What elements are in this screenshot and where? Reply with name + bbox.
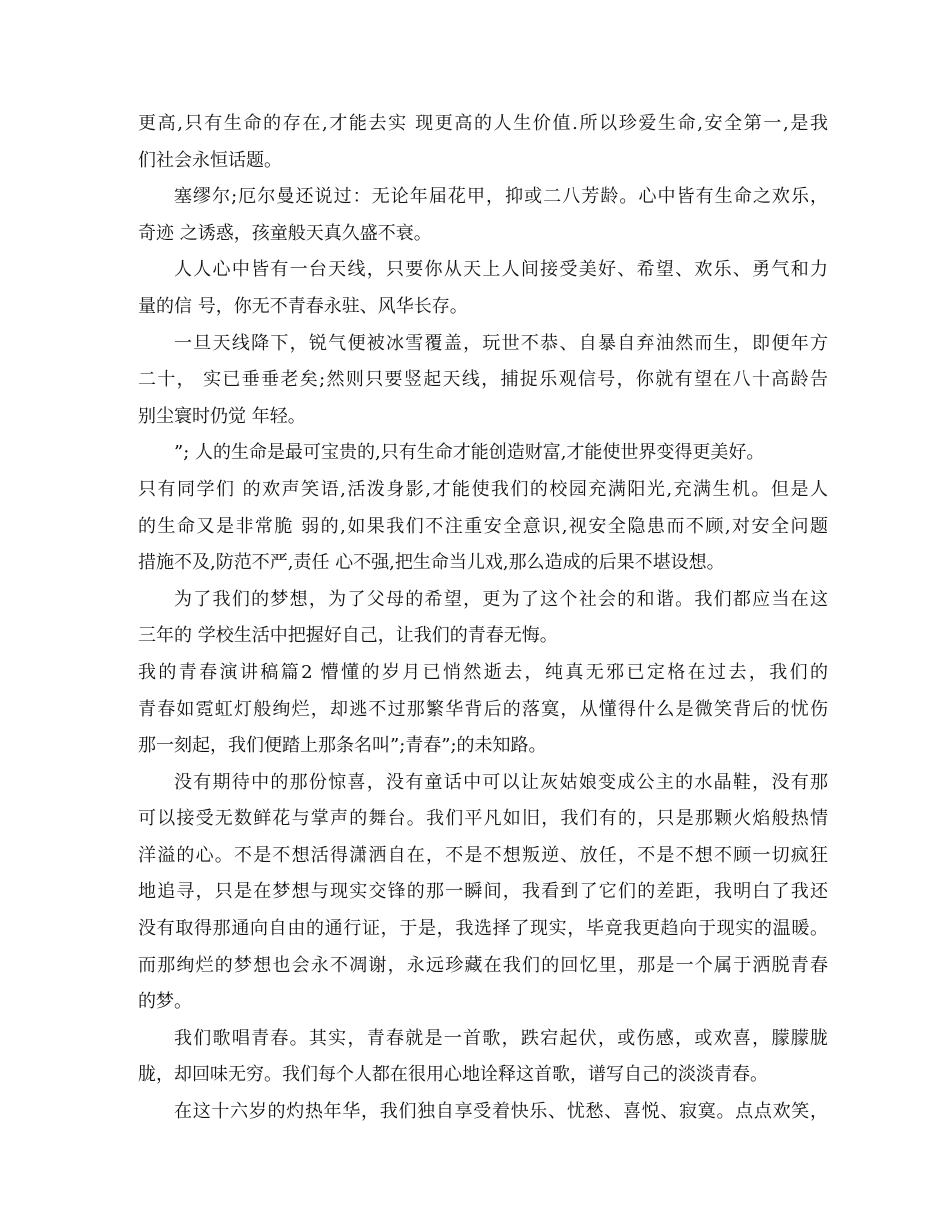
text-line: 那一刻起，我们便踏上那条名叫”;青春”;的未知路。 <box>138 735 547 757</box>
text-line: 更高,只有生命的存在,才能去实 现更高的人生价值.所以珍爱生命,安全第一,是我 <box>138 113 828 134</box>
text-line: 地追寻，只是在梦想与现实交锋的那一瞬间，我看到了它们的差距，我明白了我还 <box>138 881 828 903</box>
text-line: 奇迹 之诱惑，孩童般天真久盛不衰。 <box>138 222 432 244</box>
text-line: 可以接受无数鲜花与掌声的舞台。我们平凡如旧，我们有的，只是那颗火焰般热情 <box>138 808 828 830</box>
text-line: 只有同学们 的欢声笑语,活泼身影,才能使我们的校园充满阳光,充满生机。但是人 <box>138 478 828 500</box>
text-line: ”; 人的生命是最可宝贵的,只有生命才能创造财富,才能使世界变得更美好。 <box>174 442 765 464</box>
text-line: 胧，却回味无穷。我们每个人都在很用心地诠释这首歌，谱写自己的淡淡青春。 <box>138 1064 768 1086</box>
text-line: 没有期待中的那份惊喜，没有童话中可以让灰姑娘变成公主的水晶鞋，没有那 <box>174 771 828 793</box>
text-line: 青春如霓虹灯般绚烂，却逃不过那繁华背后的落寞，从懂得什么是微笑背后的忧伤 <box>138 698 828 720</box>
text-line: 们社会永恒话题。 <box>138 149 282 171</box>
text-line: 量的信 号，你无不青春永驻、风华长存。 <box>138 295 468 317</box>
text-line: 洋溢的心。不是不想活得潇洒自在，不是不想叛逆、放任，不是不想不顾一切疯狂 <box>138 844 828 866</box>
text-line: 在这十六岁的灼热年华，我们独自享受着快乐、忧愁、喜悦、寂寞。点点欢笑， <box>174 1101 828 1123</box>
document-page <box>138 106 828 1131</box>
text-line: 三年的 学校生活中把握好自己，让我们的青春无悔。 <box>138 625 558 647</box>
text-line: 塞缪尔;厄尔曼还说过：无论年届花甲，抑或二八芳龄。心中皆有生命之欢乐， <box>174 186 828 208</box>
text-line: 措施不及,防范不严,责任 心不强,把生命当儿戏,那么造成的后果不堪设想。 <box>138 552 725 574</box>
text-line: 别尘寰时仍觉 年轻。 <box>138 405 306 427</box>
text-line: 的梦。 <box>138 991 192 1013</box>
text-line: 我的青春演讲稿篇2 懵懂的岁月已悄然逝去，纯真无邪已定格在过去，我们的 <box>138 661 828 683</box>
text-line: 一旦天线降下，锐气便被冰雪覆盖，玩世不恭、自暴自弃油然而生，即便年方 <box>174 332 828 354</box>
text-line: 二十， 实已垂垂老矣;然则只要竖起天线，捕捉乐观信号，你就有望在八十高龄告 <box>138 369 828 391</box>
text-line: 的生命又是非常脆 弱的,如果我们不注重安全意识,视安全隐患而不顾,对安全问题 <box>138 515 828 537</box>
text-line: 我们歌唱青春。其实，青春就是一首歌，跌宕起伏，或伤感，或欢喜，朦朦胧 <box>174 1027 828 1049</box>
text-line: 人人心中皆有一台天线，只要你从天上人间接受美好、希望、欢乐、勇气和力 <box>174 259 828 281</box>
text-line: 没有取得那通向自由的通行证，于是，我选择了现实，毕竟我更趋向于现实的温暖。 <box>138 918 828 940</box>
text-line: 为了我们的梦想，为了父母的希望，更为了这个社会的和谐。我们都应当在这 <box>174 588 828 610</box>
text-line: 而那绚烂的梦想也会永不凋谢，永远珍藏在我们的回忆里，那是一个属于洒脱青春 <box>138 954 828 976</box>
